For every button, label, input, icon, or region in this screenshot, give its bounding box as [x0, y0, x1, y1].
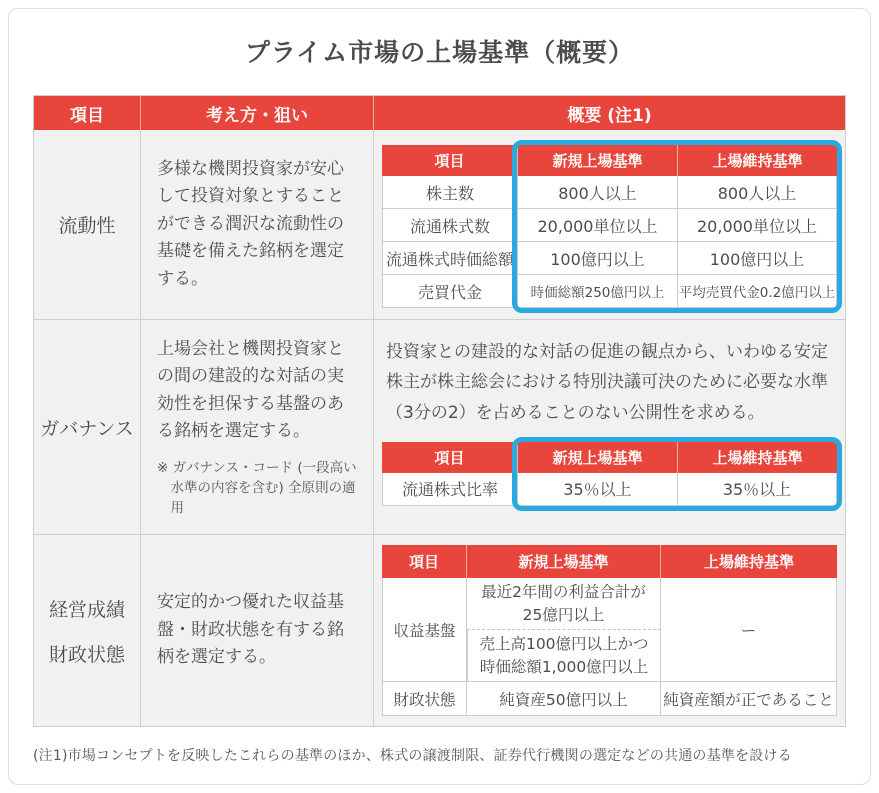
main-table-header: [34, 96, 845, 130]
liquidity-overview-cell: [374, 130, 845, 320]
governance-note: ※ ガバナンス・コード (一段高い水準の内容を含む) 全原則の適用: [157, 459, 357, 517]
financial-overview-cell: [374, 535, 845, 726]
cell-label: 株主数: [382, 176, 518, 209]
document-card: [8, 8, 871, 785]
col-new-listing: 新規上場基準: [518, 145, 678, 176]
rationale-text: 多様な機関投資家が安心して投資対象とすることができる潤沢な流動性の基礎を備えた銘柄を選定する。: [157, 158, 344, 289]
table-row: [382, 578, 837, 630]
cell-label: 収益基盤: [382, 578, 467, 682]
row-liquidity: [34, 130, 845, 320]
header-overview: 概要 (注1): [567, 105, 652, 126]
category-label: ガバナンス: [40, 417, 134, 440]
liquidity-category-cell: [34, 130, 141, 320]
criteria-line: 時価総額1,000億円以上: [479, 657, 649, 676]
category-label: 経営成績: [48, 598, 125, 621]
cell-new: 20,000単位以上: [518, 209, 678, 242]
governance-rationale-cell: [141, 320, 374, 535]
header-rationale: 考え方・狙い: [141, 96, 374, 130]
cell-maintain: 100億円以上: [678, 242, 837, 275]
rationale-text: 安定的かつ優れた収益基盤・財政状態を有する銘柄を選定する。: [157, 592, 344, 668]
table-row: [382, 275, 837, 308]
cell-maintain: 20,000単位以上: [678, 209, 837, 242]
liquidity-table-header-row: [382, 145, 837, 176]
main-table: [33, 95, 846, 727]
cell-new: 800人以上: [518, 176, 678, 209]
col-maintenance: 上場維持基準: [678, 145, 837, 176]
governance-overview-cell: [374, 320, 845, 535]
financial-category-cell: [34, 535, 141, 726]
cell-new: 純資産50億円以上: [467, 682, 661, 716]
cell-new: 100億円以上: [518, 242, 678, 275]
cell-label: 売買代金: [382, 275, 518, 308]
table-row: [382, 209, 837, 242]
row-governance: [34, 320, 845, 535]
financial-rationale-cell: [141, 535, 374, 726]
rationale-text: 上場会社と機関投資家との間の建設的な対話の実効性を担保する基盤のある銘柄を選定する。: [157, 338, 344, 442]
liquidity-table: [382, 145, 837, 308]
category-label: 流動性: [58, 215, 116, 237]
cell-label: 流通株式比率: [382, 473, 518, 506]
cell-label: 財政状態: [382, 682, 467, 716]
cell-maintain-dash: ー: [661, 578, 837, 682]
financial-table-header-row: [382, 545, 837, 578]
category-label: 財政状態: [48, 643, 125, 666]
col-item: 項目: [382, 545, 467, 578]
cell-label: 流通株式時価総額: [382, 242, 518, 275]
cell-new: 35％以上: [518, 473, 678, 506]
governance-table-wrap: [382, 442, 837, 506]
table-row: [382, 473, 837, 506]
footnote: (注1)市場コンセプトを反映したこれらの基準のほか、株式の譲渡制限、証券代行機関の選定などの共通の基準を設ける: [33, 748, 792, 764]
governance-category-cell: [34, 320, 141, 535]
col-maintenance: 上場維持基準: [678, 442, 837, 473]
governance-table: [382, 442, 837, 506]
criteria-line: 最近2年間の利益合計が: [481, 583, 646, 602]
table-row: [382, 242, 837, 275]
financial-table-wrap: [382, 545, 837, 716]
page-title: プライム市場の上場基準（概要）: [244, 38, 635, 67]
cell-label: 流通株式数: [382, 209, 518, 242]
liquidity-table-wrap: [382, 145, 837, 308]
cell-maintain: 800人以上: [678, 176, 837, 209]
cell-maintain: 35％以上: [678, 473, 837, 506]
cell-new-profit: [467, 578, 661, 630]
table-row: [382, 682, 837, 716]
col-maintenance: 上場維持基準: [661, 545, 837, 578]
table-row: [382, 176, 837, 209]
cell-new-sales: [467, 630, 661, 682]
criteria-line: 売上高100億円以上かつ: [479, 635, 649, 654]
governance-description: 投資家との建設的な対話の促進の観点から、いわゆる安定株主が株主総会における特別決議可決のために必要な水準（3分の2）を占めることのない公開性を求める。: [386, 342, 828, 423]
col-item: 項目: [382, 442, 518, 473]
cell-maintain: 平均売買代金0.2億円以上: [678, 275, 837, 308]
header-item: 項目: [34, 96, 141, 130]
financial-table: [382, 545, 837, 716]
col-item: 項目: [382, 145, 518, 176]
col-new-listing: 新規上場基準: [518, 442, 678, 473]
governance-table-header-row: [382, 442, 837, 473]
cell-maintain: 純資産額が正であること: [661, 682, 837, 716]
row-financial: [34, 535, 845, 726]
liquidity-rationale-cell: [141, 130, 374, 320]
criteria-line: 25億円以上: [522, 605, 605, 624]
col-new-listing: 新規上場基準: [467, 545, 661, 578]
cell-new: 時価総額250億円以上: [518, 275, 678, 308]
